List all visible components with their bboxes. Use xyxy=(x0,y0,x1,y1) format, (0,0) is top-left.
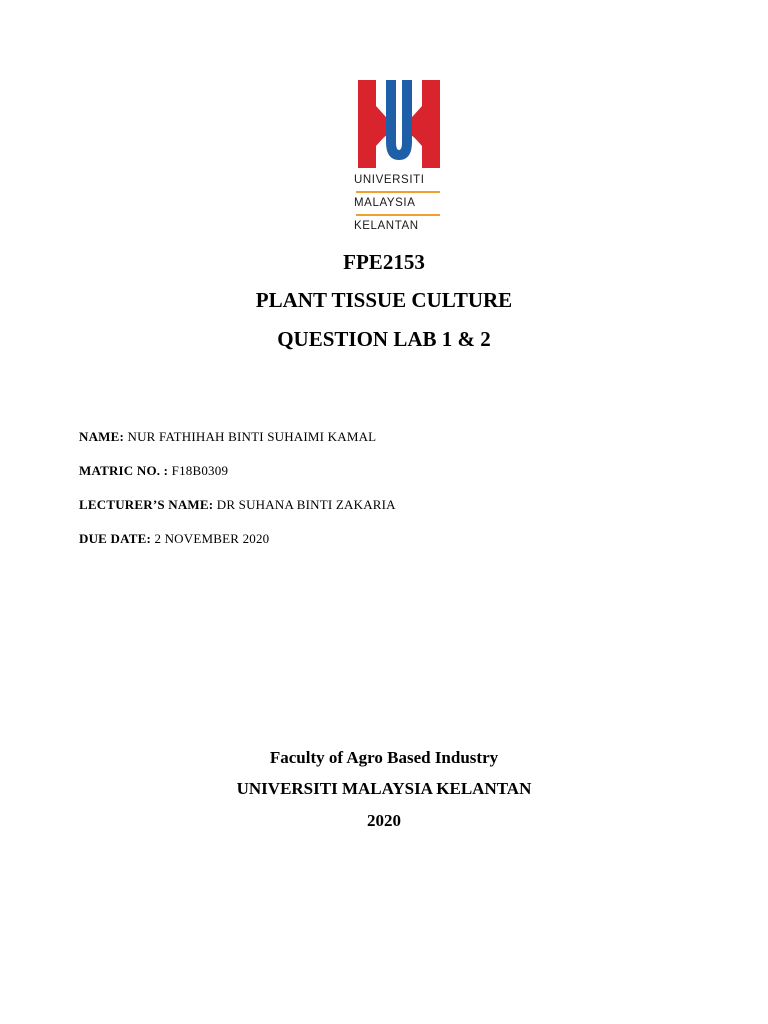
course-title: PLANT TISSUE CULTURE xyxy=(255,288,513,312)
logo-divider-1 xyxy=(356,191,440,193)
assignment-title: QUESTION LAB 1 & 2 xyxy=(277,327,491,351)
logo-divider-2 xyxy=(356,214,440,216)
logo-line-3: KELANTAN xyxy=(354,220,419,232)
detail-due-date-value: 2 NOVEMBER 2020 xyxy=(154,531,270,546)
course-code: FPE2153 xyxy=(343,250,425,274)
detail-name-label: NAME: xyxy=(79,429,125,444)
logo-line-2: MALAYSIA xyxy=(354,197,416,209)
detail-due-date-label: DUE DATE: xyxy=(79,531,151,546)
detail-matric-label: MATRIC NO. : xyxy=(79,463,169,478)
detail-name-value: NUR FATHIHAH BINTI SUHAIMI KAMAL xyxy=(127,429,377,444)
detail-matric-value: F18B0309 xyxy=(171,463,229,478)
year: 2020 xyxy=(367,811,401,830)
detail-lecturer xyxy=(79,497,396,513)
detail-matric xyxy=(79,463,228,479)
logo-line-1: UNIVERSITI xyxy=(354,174,425,186)
faculty-name: Faculty of Agro Based Industry xyxy=(269,748,499,767)
detail-lecturer-value: DR SUHANA BINTI ZAKARIA xyxy=(216,497,396,512)
umk-crest-icon xyxy=(354,76,444,172)
detail-name xyxy=(79,429,376,445)
detail-due-date xyxy=(79,531,269,547)
detail-lecturer-label: LECTURER’S NAME: xyxy=(79,497,214,512)
university-logo xyxy=(354,76,444,236)
university-name: UNIVERSITI MALAYSIA KELANTAN xyxy=(236,779,532,798)
